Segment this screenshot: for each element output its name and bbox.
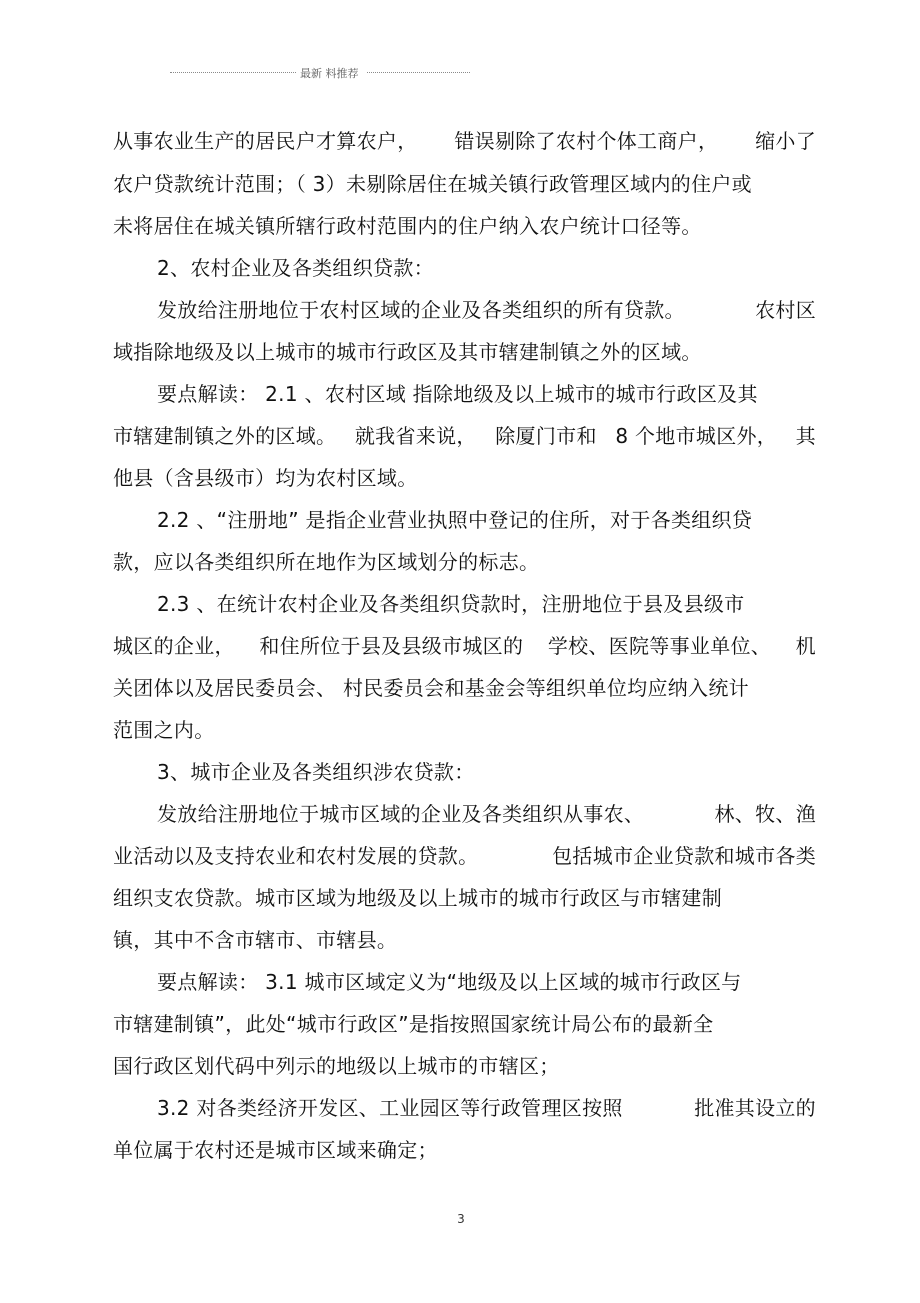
text-segment: 其 [795, 424, 816, 448]
text-line [157, 1094, 816, 1122]
text-line: 他县（含县级市）均为农村区域。 [113, 466, 418, 490]
text-segment: 就我省来说， [354, 424, 477, 448]
text-line: 单位属于农村还是城市区域来确定； [113, 1138, 438, 1162]
text-segment: 发放给注册地位于农村区域的企业及各类组织的所有贷款。 [157, 298, 685, 322]
section-heading: 2、农村企业及各类组织贷款： [157, 256, 434, 280]
text-segment: 缩小了 [755, 129, 816, 153]
section-heading: 3、城市企业及各类组织涉农贷款： [157, 760, 475, 784]
text-line: 镇，其中不含市辖市、市辖县。 [113, 928, 398, 952]
text-line: 2.3 、在统计农村企业及各类组织贷款时，注册地位于县及县级市 [157, 592, 745, 616]
text-line: 国行政区划代码中列示的地级以上城市的市辖区； [113, 1054, 560, 1078]
text-segment: 错误剔除了农村个体工商户， [454, 129, 719, 153]
text-segment: 8 个地市城区外， [615, 424, 778, 448]
text-segment: 从事农业生产的居民户才算农户， [113, 129, 418, 153]
text-line [157, 800, 816, 828]
text-line [113, 127, 816, 155]
header-text: 最新 料推荐 [300, 67, 359, 80]
text-segment: 市辖建制镇之外的区域。 [113, 424, 337, 448]
text-line [113, 422, 816, 450]
text-line: 2.2 、“注册地” 是指企业营业执照中登记的住所，对于各类组织贷 [157, 508, 753, 532]
text-segment: 农村区 [755, 298, 816, 322]
text-segment: 批准其设立的 [694, 1096, 816, 1120]
text-segment: 林、牧、渔 [714, 802, 816, 826]
page-header [170, 62, 470, 82]
text-line: 关团体以及居民委员会、 村民委员会和基金会等组织单位均应纳入统计 [113, 676, 749, 700]
text-line [113, 842, 816, 870]
text-segment: 城区的企业， [113, 634, 235, 658]
text-segment: 业活动以及支持农业和农村发展的贷款。 [113, 844, 479, 868]
text-line: 范围之内。 [113, 718, 215, 742]
text-line: 域指除地级及以上城市的城市行政区及其市辖建制镇之外的区域。 [113, 340, 702, 364]
page-number: 3 [457, 1212, 465, 1226]
text-line: 组织支农贷款。城市区域为地级及以上城市的城市行政区与市辖建制 [113, 886, 722, 910]
text-line: 农户贷款统计范围；（ 3）未剔除居住在城关镇行政管理区域内的住户或 [113, 172, 752, 196]
text-segment: 3.2 对各类经济开发区、工业园区等行政管理区按照 [157, 1096, 623, 1120]
text-line [157, 296, 816, 324]
text-line: 要点解读： 3.1 城市区域定义为“地级及以上区域的城市行政区与 [157, 970, 742, 994]
header-rule-right [367, 72, 470, 73]
text-segment: 和住所位于县及县级市城区的 [259, 634, 524, 658]
header-rule-left [170, 72, 296, 73]
text-line: 市辖建制镇”，此处“城市行政区”是指按照国家统计局公布的最新全 [113, 1012, 714, 1036]
text-line: 未将居住在城关镇所辖行政村范围内的住户纳入农户统计口径等。 [113, 214, 702, 238]
text-segment: 机 [795, 634, 816, 658]
text-line [113, 632, 816, 660]
text-segment: 包括城市企业贷款和城市各类 [552, 844, 816, 868]
text-segment: 学校、医院等事业单位、 [547, 634, 772, 658]
text-line: 款，应以各类组织所在地作为区域划分的标志。 [113, 550, 540, 574]
text-segment: 除厦门市和 [495, 424, 597, 448]
text-segment: 发放给注册地位于城市区域的企业及各类组织从事农、 [157, 802, 645, 826]
text-line: 要点解读： 2.1 、农村区域 指除地级及以上城市的城市行政区及其 [157, 382, 758, 406]
